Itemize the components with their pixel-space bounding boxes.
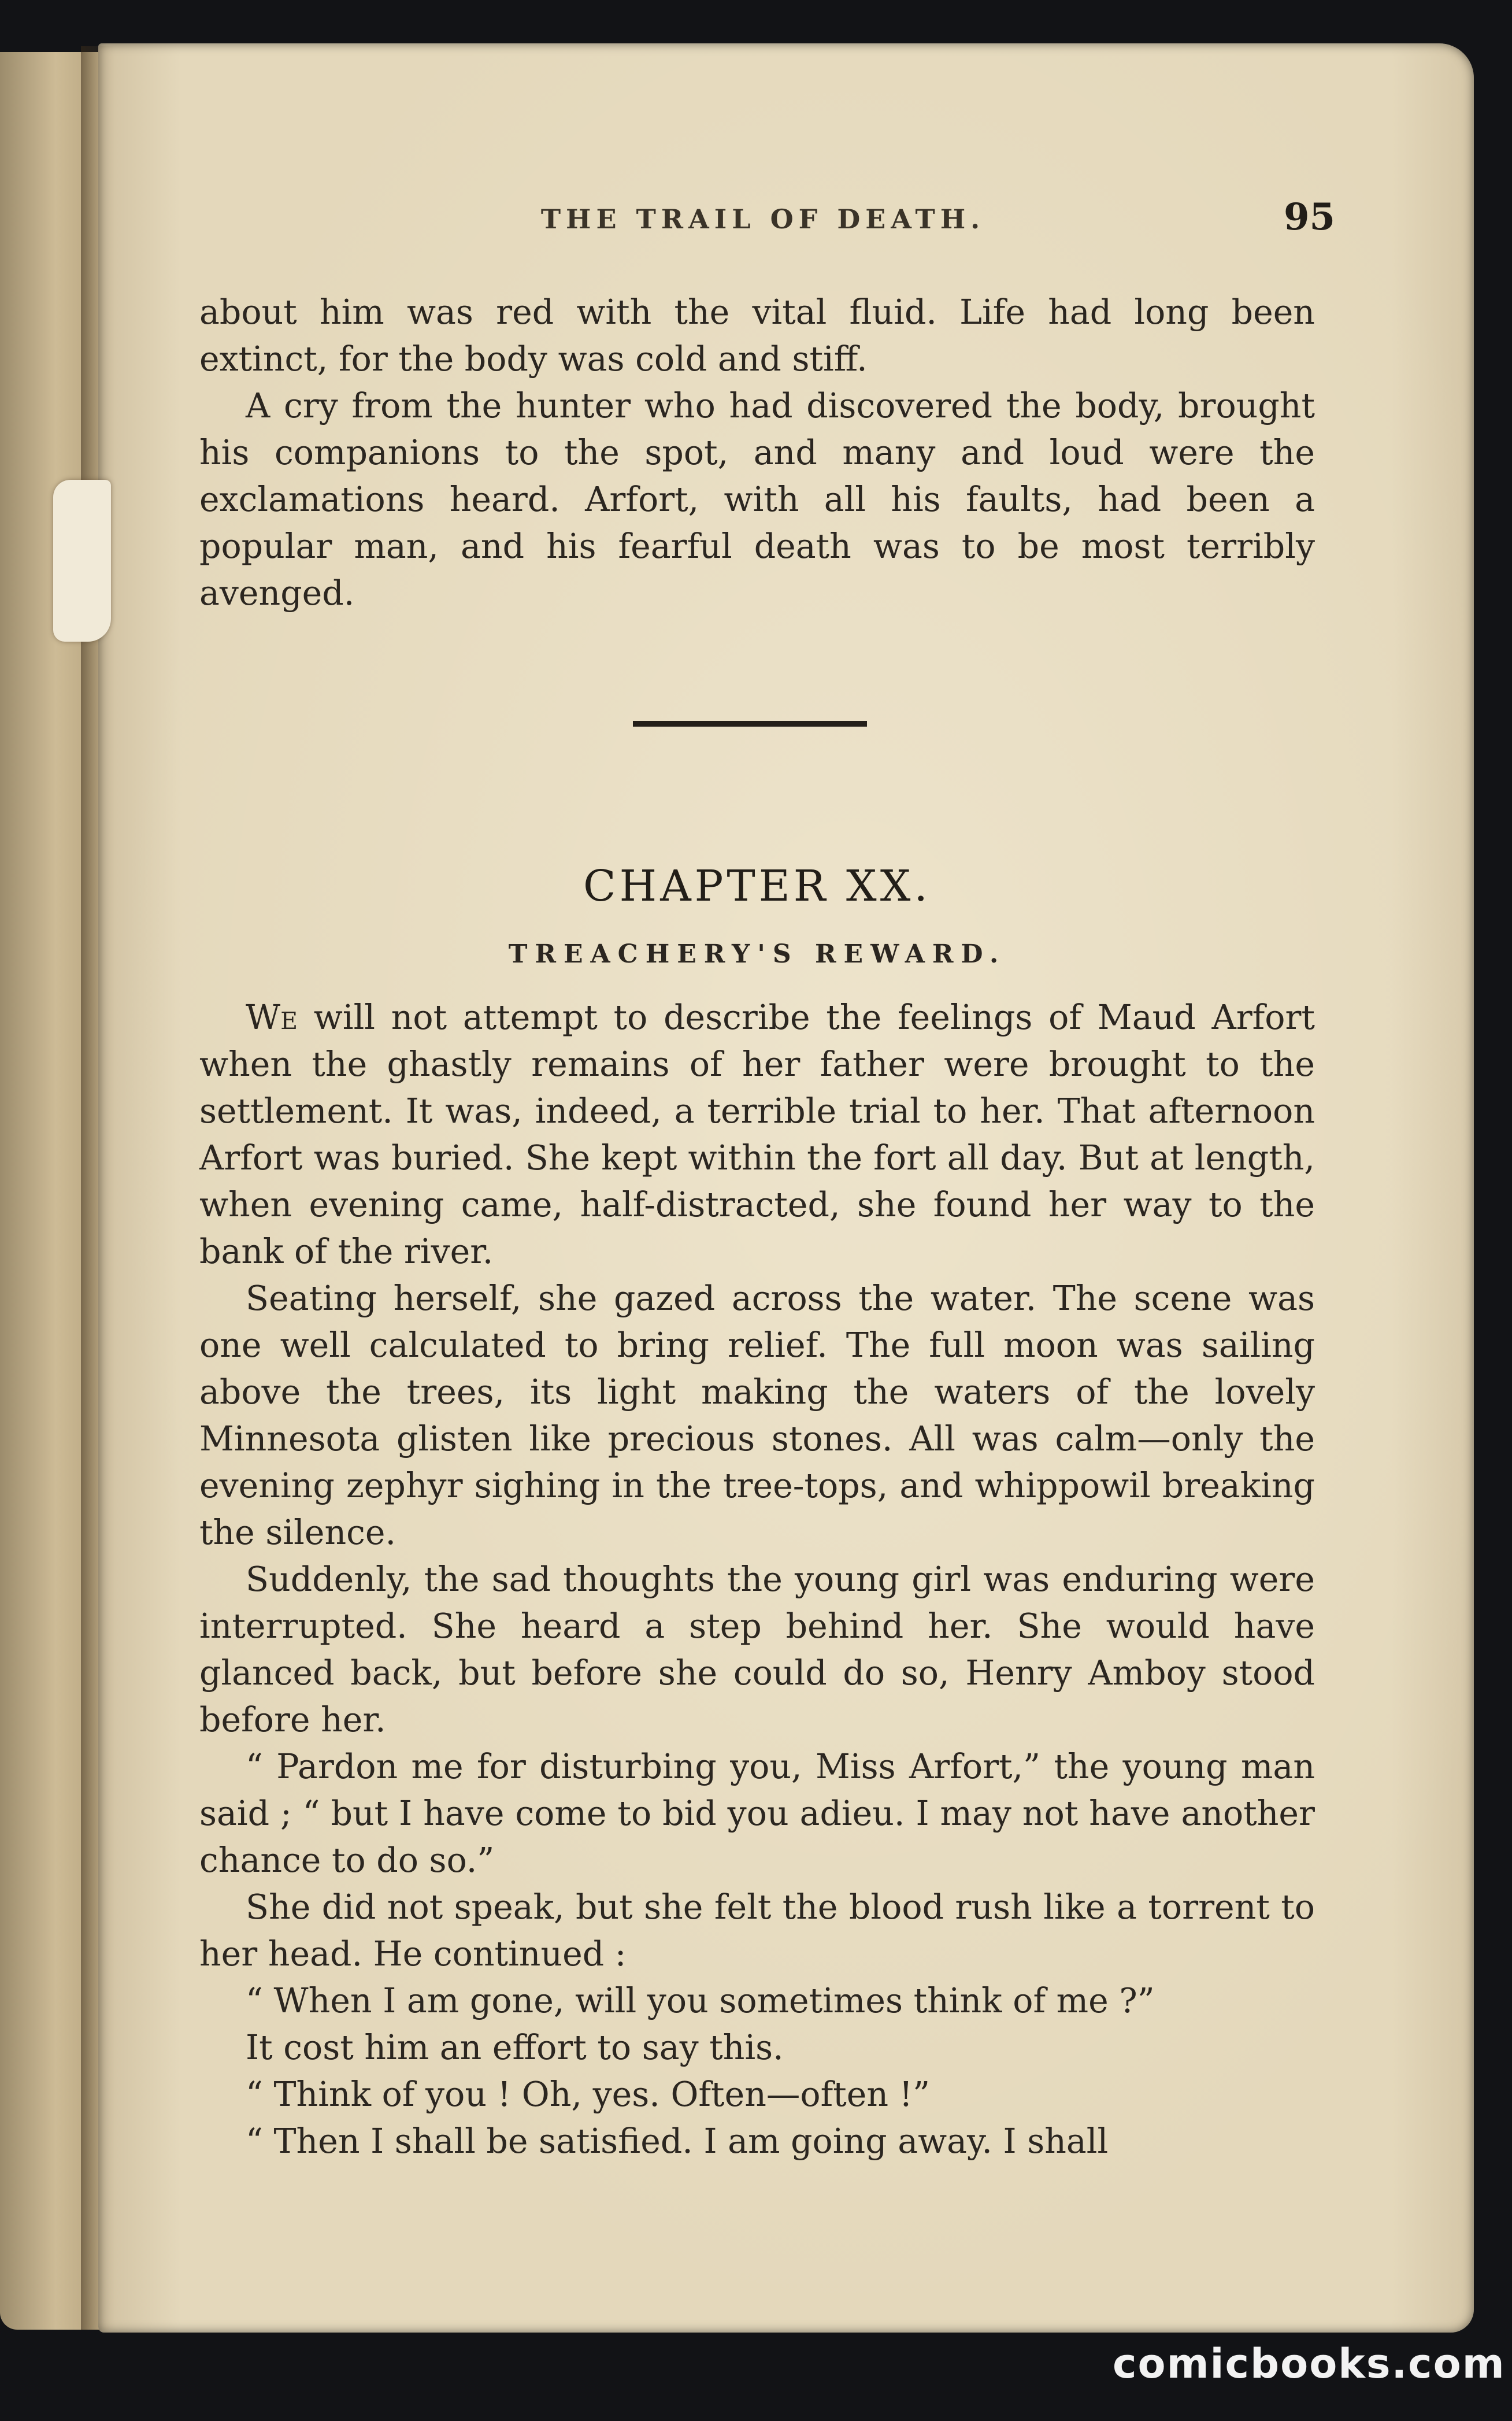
paragraph: Suddenly, the sad thoughts the young girl was enduring were interrupted. She heard a step behind her. She would have glanced back, but before she could do so, Henry Amboy stood before her. xyxy=(199,1560,1315,1739)
torn-paper-tab xyxy=(53,480,111,642)
paragraph: “ When I am gone, will you sometimes think of me ?” xyxy=(246,1981,1155,2020)
top-text-block xyxy=(199,289,1315,617)
paragraph: “ Pardon me for disturbing you, Miss Arfort,” the young man said ; “ but I have come to bid you adieu. I may not have another chance to do so.” xyxy=(199,1747,1315,1880)
paragraph: about him was red with the vital fluid. Life had long been extinct, for the body was cold and stiff. xyxy=(199,293,1315,379)
paragraph: A cry from the hunter who had discovered the body, brought his companions to the spot, and many and loud were the exclamations heard. Arfort, with all his faults, had been a popular man, and his fearful death was to be most terribly avenged. xyxy=(199,386,1315,613)
paragraph xyxy=(199,994,1315,1275)
chapter-body xyxy=(199,994,1315,2165)
page-number: 95 xyxy=(1283,195,1335,239)
paragraph: Seating herself, she gazed across the water. The scene was one well calculated to bring relief. The full moon was sailing above the trees, its light making the waters of the lovely Minnesota glisten like precious stones. All was calm—only the evening zephyr sighing in the tree-tops, and whippowil breaking the silence. xyxy=(199,1279,1315,1552)
paragraph: “ Then I shall be satisfied. I am going away. I shall xyxy=(246,2122,1109,2161)
paragraph: She did not speak, but she felt the blood rush like a torrent to her head. He continued : xyxy=(199,1887,1315,1974)
chapter-subtitle: TREACHERY'S REWARD. xyxy=(508,939,1006,969)
watermark: comicbooks.com xyxy=(1113,2340,1506,2387)
paragraph: It cost him an effort to say this. xyxy=(246,2028,784,2067)
spine-shadow xyxy=(81,46,116,2330)
chapter-title: CHAPTER XX. xyxy=(583,861,931,911)
section-divider xyxy=(633,721,867,727)
running-title: THE TRAIL OF DEATH. xyxy=(540,203,985,235)
paragraph-text: will not attempt to describe the feelings of Maud Arfort when the ghastly remains of her father were brought to the settlement. It was, indeed, a terrible trial to her. That afternoon Arfort was buried. She kept within the fort all day. But at length, when evening came, half-distracted, she found her way to the bank of the river. xyxy=(199,998,1315,1271)
paragraph: “ Think of you ! Oh, yes. Often—often !” xyxy=(246,2075,931,2114)
running-head xyxy=(191,191,1335,254)
opening-word: We xyxy=(246,998,298,1037)
